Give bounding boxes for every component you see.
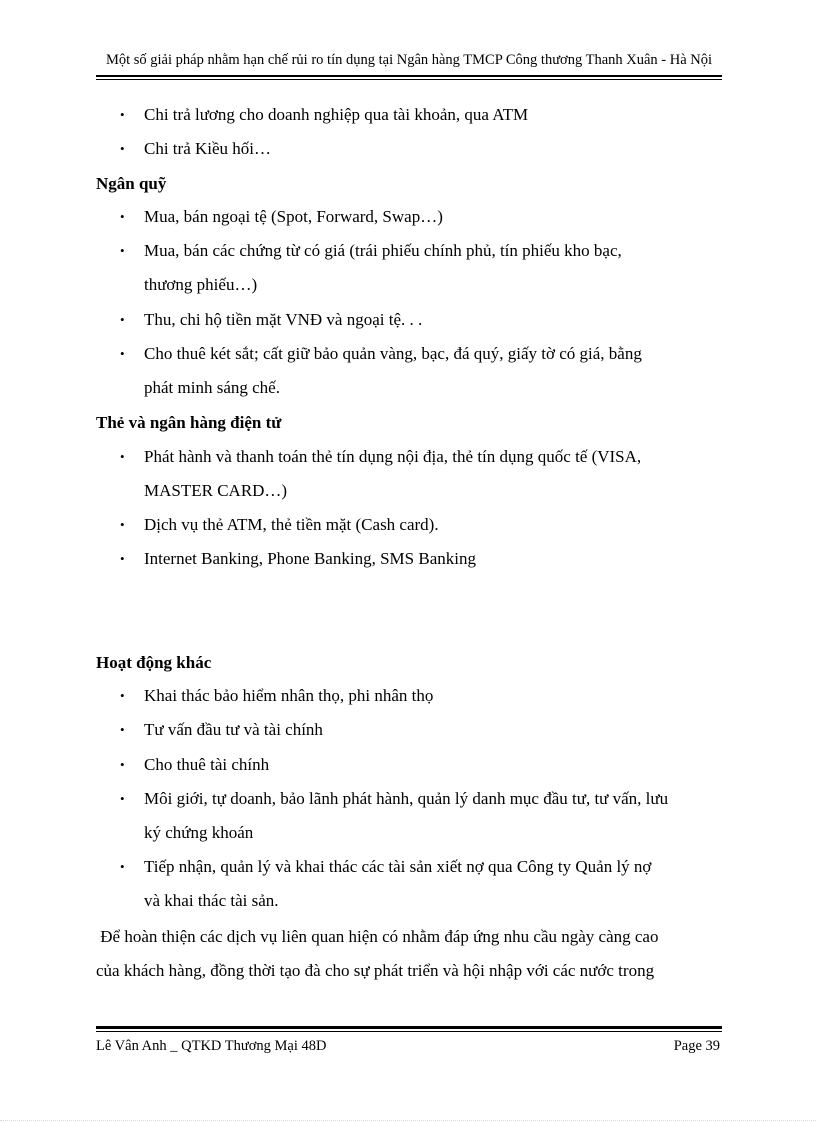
- list-item: Mua, bán các chứng từ có giá (trái phiếu chính phủ, tín phiếu kho bạc,: [144, 241, 622, 260]
- footer-author: Lê Vân Anh _ QTKD Thương Mại 48D: [96, 1038, 327, 1054]
- bullet-icon: •: [120, 757, 125, 772]
- list-item: Cho thuê két sắt; cất giữ bảo quản vàng, bạc, đá quý, giấy tờ có giá, bằng: [144, 344, 642, 363]
- bullet-icon: •: [120, 312, 125, 327]
- bullet-icon: •: [120, 517, 125, 532]
- list-item: Chi trả Kiều hối…: [144, 139, 272, 158]
- list-item: Môi giới, tự doanh, bảo lãnh phát hành, quản lý danh mục đầu tư, tư vấn, lưu: [144, 789, 669, 808]
- footer-rule: [96, 1026, 722, 1029]
- footer-rule-thin: [96, 1031, 722, 1032]
- section-heading-the: Thẻ và ngân hàng điện tử: [96, 413, 282, 432]
- bullet-icon: •: [120, 209, 125, 224]
- bullet-icon: •: [120, 141, 125, 156]
- list-item-continuation: ký chứng khoán: [144, 823, 254, 842]
- list-item-continuation: phát minh sáng chế.: [144, 378, 280, 397]
- bullet-icon: •: [120, 551, 125, 566]
- paragraph-line: của khách hàng, đồng thời tạo đà cho sự phát triển và hội nhập với các nước trong: [96, 961, 655, 980]
- bullet-icon: •: [120, 346, 125, 361]
- bullet-icon: •: [120, 243, 125, 258]
- list-item-continuation: MASTER CARD…): [144, 481, 288, 500]
- list-item: Internet Banking, Phone Banking, SMS Banking: [144, 549, 476, 568]
- bullet-icon: •: [120, 107, 125, 122]
- list-item: Dịch vụ thẻ ATM, thẻ tiền mặt (Cash card).: [144, 515, 439, 534]
- list-item: Cho thuê tài chính: [144, 755, 270, 774]
- section-heading-ngan-quy: Ngân quỹ: [96, 174, 167, 193]
- bullet-icon: •: [120, 449, 125, 464]
- list-item: Phát hành và thanh toán thẻ tín dụng nội địa, thẻ tín dụng quốc tế (VISA,: [144, 447, 642, 466]
- list-item: Mua, bán ngoại tệ (Spot, Forward, Swap…): [144, 207, 443, 226]
- bullet-icon: •: [120, 791, 125, 806]
- list-item: Thu, chi hộ tiền mặt VNĐ và ngoại tệ. . .: [144, 310, 423, 329]
- footer-page-number: Page 39: [673, 1038, 720, 1054]
- page-edge-divider: [0, 1120, 816, 1121]
- bullet-icon: •: [120, 859, 125, 874]
- bullet-icon: •: [120, 688, 125, 703]
- list-item: Tư vấn đầu tư và tài chính: [144, 720, 323, 739]
- header-rule: [96, 75, 722, 77]
- paragraph-line: Để hoàn thiện các dịch vụ liên quan hiện có nhằm đáp ứng nhu cầu ngày càng cao: [96, 927, 659, 946]
- list-item: Khai thác bảo hiểm nhân thọ, phi nhân thọ: [144, 686, 434, 705]
- list-item-continuation: và khai thác tài sản.: [144, 891, 279, 910]
- list-item: Tiếp nhận, quản lý và khai thác các tài sản xiết nợ qua Công ty Quản lý nợ: [144, 857, 652, 876]
- section-heading-hoat-dong-khac: Hoạt động khác: [96, 653, 212, 672]
- bullet-icon: •: [120, 722, 125, 737]
- header-rule-thin: [96, 79, 722, 80]
- list-item-continuation: thương phiếu…): [144, 275, 258, 294]
- list-item: Chi trả lương cho doanh nghiệp qua tài khoản, qua ATM: [144, 105, 529, 124]
- page-header-title: Một số giải pháp nhằm hạn chế rủi ro tín dụng tại Ngân hàng TMCP Công thương Thanh Xuân - Hà Nội: [105, 52, 713, 68]
